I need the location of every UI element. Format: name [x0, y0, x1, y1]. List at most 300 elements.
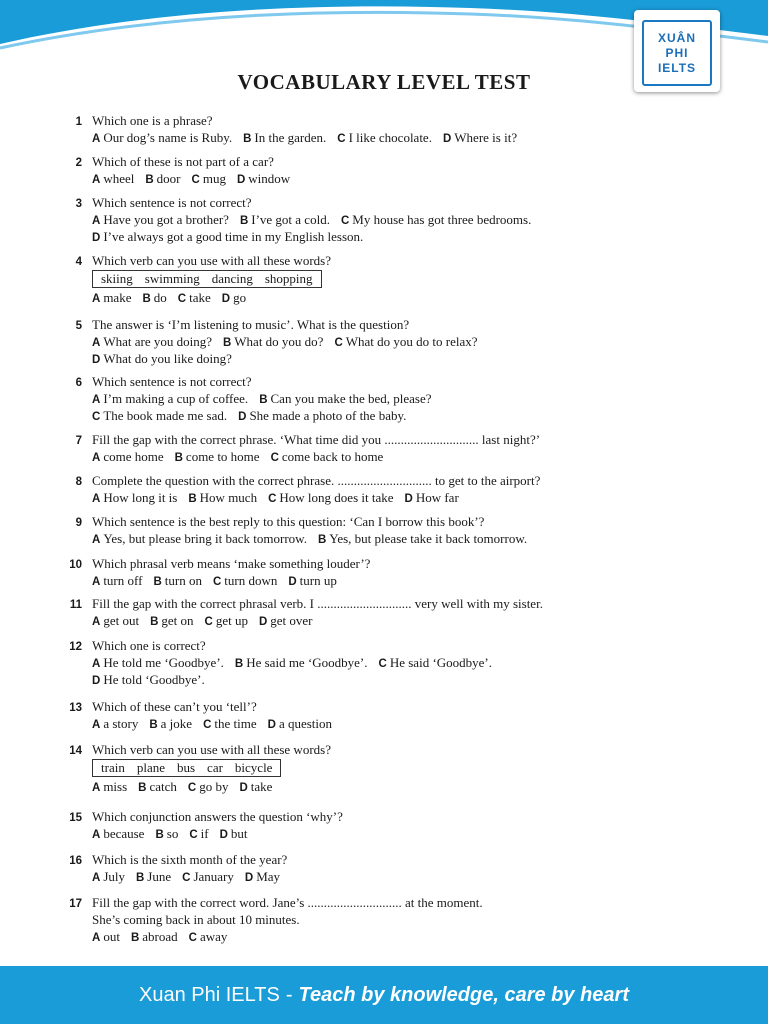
question-number: 17	[69, 898, 82, 910]
answer-options-line	[92, 391, 740, 408]
option-letter: A	[92, 658, 101, 670]
word-box-item: swimming	[144, 271, 200, 286]
question-text: Which conjunction answers the question ‘why’?	[92, 809, 343, 824]
question-item	[60, 809, 740, 843]
question-number: 10	[69, 559, 82, 571]
answer-option[interactable]	[92, 655, 224, 670]
question-text: Which verb can you use with all these words?	[92, 742, 331, 757]
option-letter: B	[145, 174, 154, 186]
answer-options-line	[92, 490, 740, 507]
option-text: window	[248, 171, 291, 186]
question-item	[60, 596, 740, 630]
question-text: Which sentence is not correct?	[92, 374, 252, 389]
option-letter: A	[92, 394, 101, 406]
question-row	[60, 809, 740, 826]
option-text: Yes, but please take it back tomorrow.	[329, 531, 528, 546]
question-item	[60, 638, 740, 689]
answer-options-line	[92, 672, 740, 689]
option-text: January	[193, 869, 234, 884]
option-text: turn on	[164, 573, 202, 588]
option-letter: B	[188, 493, 197, 505]
option-text: come back to home	[281, 449, 384, 464]
option-text: I’ve always got a good time in my English lesson.	[103, 229, 364, 244]
option-letter: C	[337, 133, 346, 145]
word-box-item: train	[101, 760, 125, 775]
option-text: do	[153, 290, 167, 305]
logo-line-3: IELTS	[657, 60, 697, 75]
option-letter: C	[189, 829, 198, 841]
answer-options-line	[92, 869, 740, 886]
answer-option[interactable]	[222, 290, 246, 305]
answer-options-line	[92, 826, 740, 843]
question-row	[60, 742, 740, 759]
answer-option[interactable]	[238, 408, 406, 423]
option-text: What are you doing?	[103, 334, 212, 349]
option-text: She made a photo of the baby.	[249, 408, 407, 423]
option-text: How long does it take	[279, 490, 394, 505]
question-number: 6	[75, 377, 82, 389]
option-text: away	[199, 929, 228, 944]
option-letter: B	[149, 719, 158, 731]
question-text: Fill the gap with the correct phrasal verb. I ............................. very well with my sister.	[92, 596, 543, 611]
answer-options-line	[92, 573, 740, 590]
question-text: Which of these is not part of a car?	[92, 154, 274, 169]
question-item	[60, 253, 740, 307]
option-letter: B	[317, 534, 327, 546]
answer-option[interactable]	[220, 826, 248, 841]
answer-options-line	[92, 290, 740, 307]
answer-option[interactable]	[92, 290, 131, 305]
option-letter: B	[234, 658, 244, 670]
answer-option[interactable]	[92, 229, 363, 244]
answer-option[interactable]	[149, 716, 192, 731]
answer-option[interactable]	[318, 531, 527, 546]
answer-option[interactable]	[288, 573, 337, 588]
option-letter: C	[204, 616, 213, 628]
option-letter: D	[219, 829, 228, 841]
option-text: make	[103, 290, 132, 305]
answer-option[interactable]	[182, 869, 234, 884]
option-letter: B	[135, 872, 145, 884]
option-text: mug	[202, 171, 226, 186]
page-title: VOCABULARY LEVEL TEST	[237, 70, 531, 94]
option-text: a question	[278, 716, 333, 731]
option-letter: B	[259, 394, 268, 406]
option-text: July	[103, 869, 125, 884]
option-text: get over	[270, 613, 313, 628]
option-letter: C	[340, 215, 350, 227]
answer-options-line	[92, 351, 740, 368]
option-letter: D	[238, 411, 247, 423]
option-text: get up	[215, 613, 248, 628]
answer-option[interactable]	[189, 929, 228, 944]
option-text: out	[103, 929, 120, 944]
question-row	[60, 317, 740, 334]
option-letter: C	[270, 452, 279, 464]
word-box-item: plane	[136, 760, 165, 775]
question-row	[60, 852, 740, 869]
word-box	[92, 759, 281, 777]
question-text-continued: She’s coming back in about 10 minutes.	[92, 912, 300, 927]
answer-option[interactable]	[405, 490, 459, 505]
option-text: turn up	[299, 573, 337, 588]
answer-options-line	[92, 212, 740, 229]
question-item	[60, 742, 740, 796]
answer-option[interactable]	[223, 334, 323, 349]
answer-option[interactable]	[92, 531, 307, 546]
answer-option[interactable]	[136, 869, 171, 884]
answer-option[interactable]	[268, 490, 393, 505]
option-letter: B	[174, 452, 183, 464]
option-text: He told ‘Goodbye’.	[103, 672, 205, 687]
answer-option[interactable]	[92, 130, 232, 145]
question-row	[60, 374, 740, 391]
answer-options-line	[92, 779, 740, 796]
answer-option[interactable]	[240, 212, 330, 227]
option-text: go	[233, 290, 247, 305]
word-box-item: bicycle	[234, 760, 273, 775]
option-letter: D	[258, 616, 268, 628]
answer-option[interactable]	[155, 826, 178, 841]
question-text: Which of these can’t you ‘tell’?	[92, 699, 257, 714]
answer-options-line	[92, 408, 740, 425]
option-text: but	[230, 826, 248, 841]
option-letter: A	[92, 576, 101, 588]
answer-option[interactable]	[92, 391, 248, 406]
answer-option[interactable]	[92, 212, 229, 227]
answer-option[interactable]	[92, 929, 120, 944]
answer-option[interactable]	[237, 171, 290, 186]
option-text: What do you do?	[234, 334, 324, 349]
option-letter: B	[138, 782, 147, 794]
answer-option[interactable]	[92, 171, 134, 186]
option-letter: A	[92, 829, 101, 841]
word-box	[92, 270, 322, 288]
answer-option[interactable]	[337, 130, 432, 145]
option-text: He told me ‘Goodbye’.	[103, 655, 224, 670]
answer-option[interactable]	[192, 171, 226, 186]
answer-options-line	[92, 229, 740, 246]
question-number: 8	[75, 476, 82, 488]
option-letter: A	[92, 932, 101, 944]
answer-option[interactable]	[245, 869, 280, 884]
question-row	[60, 895, 740, 912]
question-item	[60, 473, 740, 507]
question-text: Complete the question with the correct phrase. ............................. to get to the airport?	[92, 473, 541, 488]
question-text: Which phrasal verb means ‘make something louder’?	[92, 556, 371, 571]
option-text: get on	[161, 613, 194, 628]
answer-option[interactable]	[92, 716, 138, 731]
option-letter: A	[92, 616, 101, 628]
option-letter: D	[244, 872, 254, 884]
word-box-item: car	[207, 760, 223, 775]
answer-option[interactable]	[235, 655, 368, 670]
question-text: Which sentence is the best reply to this question: ‘Can I borrow this book’?	[92, 514, 485, 529]
footer-brand: Xuan Phi IELTS	[139, 983, 280, 1006]
option-text: How long it is	[103, 490, 178, 505]
option-text: Have you got a brother?	[103, 212, 229, 227]
question-item	[60, 154, 740, 188]
answer-options-line	[92, 531, 740, 548]
answer-option[interactable]	[259, 391, 431, 406]
option-text: How far	[415, 490, 459, 505]
answer-options-line	[92, 334, 740, 351]
question-item	[60, 514, 740, 548]
option-text: miss	[103, 779, 128, 794]
question-text: Which sentence is not correct?	[92, 195, 252, 210]
option-letter: D	[288, 576, 297, 588]
question-row	[60, 556, 740, 573]
option-letter: D	[404, 493, 413, 505]
option-text: a story	[103, 716, 139, 731]
question-item	[60, 895, 740, 946]
option-letter: B	[150, 616, 159, 628]
option-text: take	[189, 290, 211, 305]
option-text: if	[200, 826, 209, 841]
answer-option[interactable]	[92, 408, 227, 423]
question-number: 2	[75, 157, 82, 169]
answer-options-line	[92, 716, 740, 733]
answer-option[interactable]	[189, 826, 208, 841]
question-number: 9	[75, 517, 82, 529]
option-letter: B	[155, 829, 164, 841]
answer-option[interactable]	[145, 171, 180, 186]
option-letter: B	[130, 932, 140, 944]
option-letter: C	[177, 293, 187, 305]
answer-option[interactable]	[142, 290, 166, 305]
question-row	[60, 596, 740, 613]
question-row	[60, 195, 740, 212]
option-text: Can you make the bed, please?	[270, 391, 432, 406]
answer-option[interactable]	[92, 869, 125, 884]
option-text: June	[147, 869, 172, 884]
question-number: 16	[69, 855, 82, 867]
answer-option[interactable]	[175, 449, 260, 464]
question-text: Fill the gap with the correct word. Jane’s ............................. at the moment.	[92, 895, 483, 910]
option-text: I’ve got a cold.	[251, 212, 330, 227]
option-text: Our dog’s name is Ruby.	[103, 130, 233, 145]
answer-option[interactable]	[153, 573, 202, 588]
option-letter: D	[92, 232, 101, 244]
logo-line-2: PHI	[665, 45, 689, 60]
option-letter: C	[191, 174, 200, 186]
answer-option[interactable]	[379, 655, 492, 670]
question-number: 13	[69, 702, 82, 714]
question-number: 14	[69, 745, 82, 757]
question-text: Which is the sixth month of the year?	[92, 852, 288, 867]
answer-option[interactable]	[341, 212, 531, 227]
question-text: Which verb can you use with all these words?	[92, 253, 331, 268]
question-number: 11	[69, 599, 82, 611]
question-number: 4	[75, 256, 82, 268]
option-letter: A	[92, 534, 101, 546]
question-item	[60, 432, 740, 466]
answer-options-line	[92, 449, 740, 466]
option-text: turn off	[103, 573, 143, 588]
word-box-item: bus	[176, 760, 196, 775]
option-text: so	[166, 826, 179, 841]
footer-banner	[0, 966, 768, 1024]
option-text: May	[256, 869, 281, 884]
word-box-item: shopping	[264, 271, 313, 286]
answer-option[interactable]	[178, 290, 211, 305]
answer-option[interactable]	[92, 672, 205, 687]
logo-line-1: XUÂN	[657, 30, 696, 45]
answer-option[interactable]	[188, 779, 229, 794]
question-number: 7	[75, 435, 82, 447]
option-letter: C	[268, 493, 277, 505]
option-text: My house has got three bedrooms.	[352, 212, 532, 227]
answer-option[interactable]	[92, 779, 127, 794]
question-text: Fill the gap with the correct phrase. ‘What time did you ............................. last night?’	[92, 432, 541, 447]
answer-option[interactable]	[443, 130, 517, 145]
option-text: a joke	[160, 716, 193, 731]
option-letter: B	[142, 293, 151, 305]
option-text: take	[250, 779, 273, 794]
answer-option[interactable]	[92, 573, 142, 588]
answer-option[interactable]	[150, 613, 193, 628]
answer-option[interactable]	[138, 779, 177, 794]
answer-options-line	[92, 171, 740, 188]
option-letter: A	[92, 133, 101, 145]
answer-option[interactable]	[92, 449, 164, 464]
option-text: come to home	[185, 449, 260, 464]
option-letter: A	[92, 215, 101, 227]
question-number: 5	[75, 320, 82, 332]
answer-options-line	[92, 929, 740, 946]
option-letter: C	[212, 576, 222, 588]
option-letter: C	[378, 658, 387, 670]
option-letter: B	[222, 337, 232, 349]
word-box-item: dancing	[211, 271, 253, 286]
option-letter: D	[92, 354, 101, 366]
option-letter: A	[92, 174, 101, 186]
answer-option[interactable]	[92, 613, 139, 628]
option-letter: B	[239, 215, 249, 227]
answer-option[interactable]	[271, 449, 384, 464]
answer-option[interactable]	[213, 573, 277, 588]
question-row	[60, 699, 740, 716]
question-text: Which one is a phrase?	[92, 113, 213, 128]
word-box-item: skiing	[101, 271, 133, 286]
answer-option[interactable]	[203, 716, 257, 731]
question-number: 12	[69, 641, 82, 653]
option-text: go by	[199, 779, 229, 794]
option-letter: C	[188, 932, 197, 944]
question-text: The answer is ‘I’m listening to music’. What is the question?	[92, 317, 410, 332]
answer-option[interactable]	[92, 351, 232, 366]
footer-separator: -	[285, 983, 293, 1006]
option-text: turn down	[224, 573, 278, 588]
option-letter: C	[187, 782, 197, 794]
answer-option[interactable]	[259, 613, 313, 628]
option-text: catch	[149, 779, 177, 794]
footer-slogan: Teach by knowledge, care by heart	[298, 983, 629, 1006]
question-row	[60, 432, 740, 449]
question-item	[60, 113, 740, 147]
option-text: wheel	[103, 171, 135, 186]
option-letter: D	[92, 675, 101, 687]
answer-option[interactable]	[205, 613, 248, 628]
option-letter: D	[236, 174, 246, 186]
answer-option[interactable]	[239, 779, 272, 794]
option-letter: D	[239, 782, 248, 794]
answer-options-line	[92, 613, 740, 630]
question-row	[60, 514, 740, 531]
question-row	[60, 638, 740, 655]
option-text: because	[103, 826, 145, 841]
option-text: What do you like doing?	[103, 351, 232, 366]
option-letter: C	[92, 411, 101, 423]
option-letter: A	[92, 293, 101, 305]
answer-option[interactable]	[92, 490, 177, 505]
question-item	[60, 699, 740, 733]
option-letter: B	[243, 133, 252, 145]
option-letter: A	[92, 872, 101, 884]
question-row	[60, 154, 740, 171]
option-text: He said me ‘Goodbye’.	[246, 655, 368, 670]
question-text: Which one is correct?	[92, 638, 206, 653]
option-letter: A	[92, 782, 101, 794]
option-letter: C	[203, 719, 212, 731]
question-item	[60, 556, 740, 590]
option-letter: D	[221, 293, 231, 305]
option-text: door	[156, 171, 181, 186]
answer-options-line	[92, 130, 740, 147]
option-text: Yes, but please bring it back tomorrow.	[103, 531, 307, 546]
answer-option[interactable]	[243, 130, 326, 145]
option-letter: D	[267, 719, 276, 731]
question-row	[60, 473, 740, 490]
option-text: I’m making a cup of coffee.	[103, 391, 249, 406]
question-row	[60, 113, 740, 130]
option-text: He said ‘Goodbye’.	[389, 655, 493, 670]
option-letter: C	[334, 337, 343, 349]
option-letter: A	[92, 452, 101, 464]
question-item	[60, 195, 740, 246]
option-text: Where is it?	[454, 130, 518, 145]
option-text: In the garden.	[254, 130, 327, 145]
question-number: 15	[69, 812, 82, 824]
answer-option[interactable]	[334, 334, 477, 349]
answer-option[interactable]	[131, 929, 178, 944]
option-letter: A	[92, 337, 101, 349]
option-letter: A	[92, 719, 101, 731]
option-letter: B	[153, 576, 162, 588]
question-number: 3	[75, 198, 82, 210]
option-text: the time	[214, 716, 257, 731]
answer-option[interactable]	[92, 334, 212, 349]
option-text: How much	[199, 490, 258, 505]
option-text: The book made me sad.	[103, 408, 228, 423]
question-row	[60, 253, 740, 270]
answer-option[interactable]	[188, 490, 257, 505]
option-letter: A	[92, 493, 101, 505]
answer-option[interactable]	[268, 716, 332, 731]
question-item	[60, 317, 740, 368]
option-text: get out	[103, 613, 140, 628]
answer-options-line	[92, 655, 740, 672]
question-item	[60, 374, 740, 425]
question-number: 1	[75, 116, 82, 128]
answer-option[interactable]	[92, 826, 144, 841]
option-letter: C	[182, 872, 191, 884]
option-text: I like chocolate.	[348, 130, 432, 145]
option-text: What do you do to relax?	[345, 334, 478, 349]
option-text: come home	[103, 449, 164, 464]
question-item	[60, 852, 740, 886]
option-letter: D	[442, 133, 452, 145]
